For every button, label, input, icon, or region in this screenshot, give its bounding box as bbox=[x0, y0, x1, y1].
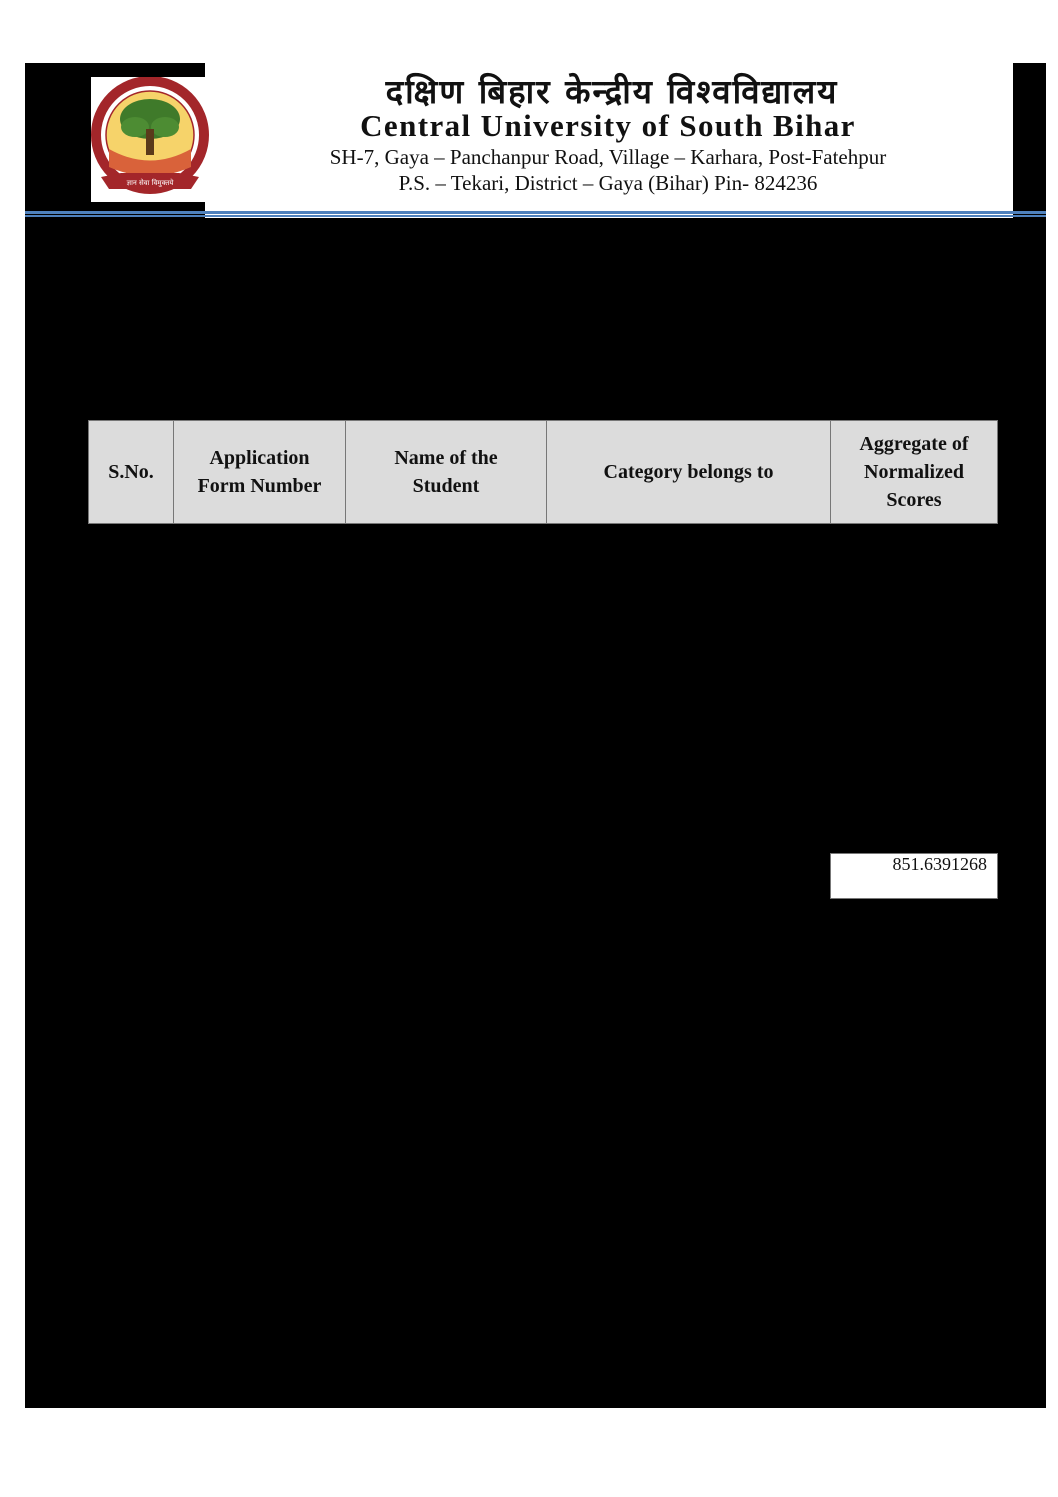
column-header-application-form-number: Application Form Number bbox=[174, 421, 346, 523]
university-logo bbox=[91, 77, 209, 202]
page-black-region-top bbox=[25, 63, 205, 77]
header-divider bbox=[25, 211, 1046, 214]
page-black-region-main bbox=[25, 218, 1046, 1408]
column-header-sno: S.No. bbox=[89, 421, 174, 523]
university-seal-icon bbox=[91, 77, 209, 202]
results-table-header bbox=[88, 420, 998, 524]
logo-motto: ज्ञान सेवा विमुक्तये bbox=[126, 179, 174, 187]
column-header-category: Category belongs to bbox=[547, 421, 831, 523]
university-name-hindi: दक्षिण बिहार केन्द्रीय विश्वविद्यालय bbox=[385, 72, 839, 111]
address-line-1: SH-7, Gaya – Panchanpur Road, Village – Karhara, Post-Fatehpur bbox=[329, 145, 887, 169]
header-divider-secondary bbox=[25, 215, 1046, 217]
table-cell-score bbox=[830, 853, 998, 899]
university-name-english: Central University of South Bihar bbox=[360, 108, 856, 143]
column-header-student-name: Name of the Student bbox=[346, 421, 547, 523]
column-header-aggregate-score: Aggregate of Normalized Scores bbox=[859, 433, 969, 511]
score-value: 851.6391268 bbox=[892, 854, 987, 874]
address-line-2: P.S. – Tekari, District – Gaya (Bihar) Pin- 824236 bbox=[398, 171, 818, 195]
